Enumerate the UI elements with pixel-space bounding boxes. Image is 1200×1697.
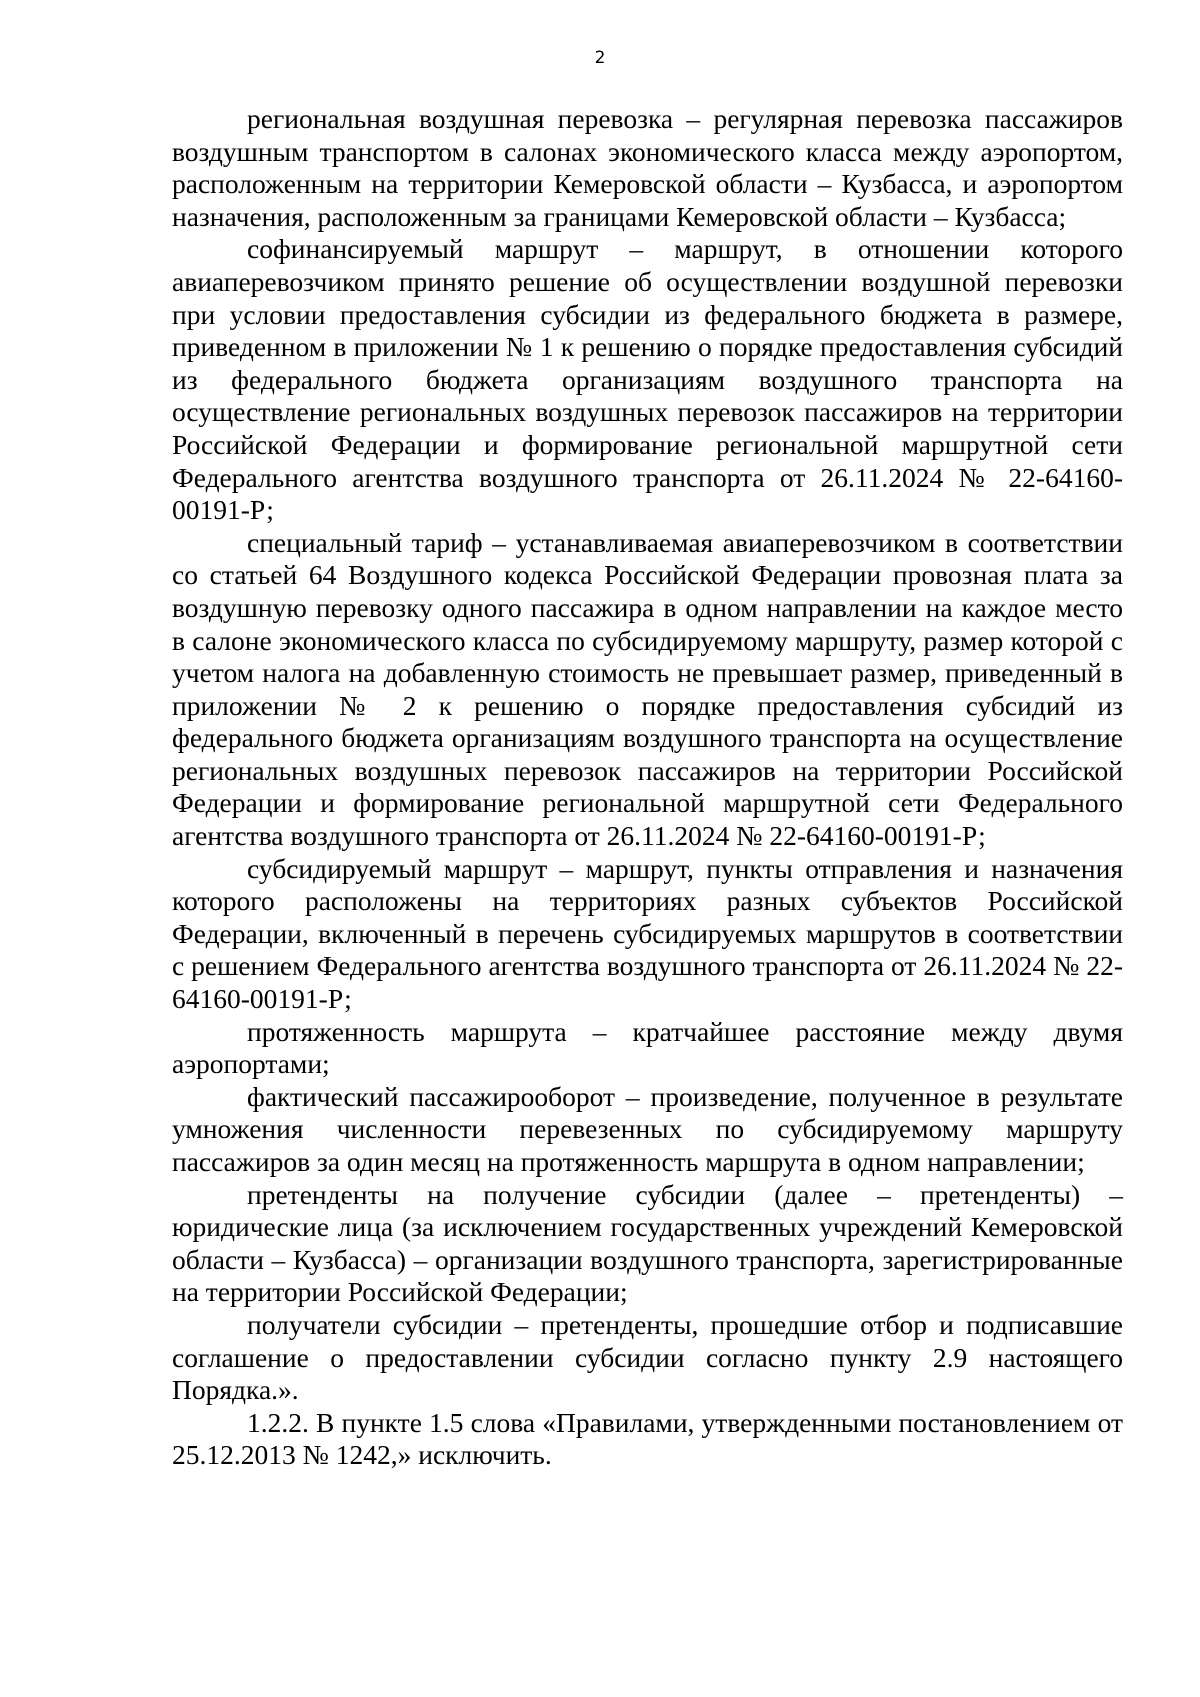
paragraph-cofinanced-route: софинансируемый маршрут – маршрут, в отношении которого авиаперевозчиком принято решение об осуществлении воздушной перевозки при условии предоставления субсидии из федерального бюджета в размере, приведенном в приложении № 1 к решению о порядке предоставления субсидий из федерального бюджета организациям воздушного транспорта на осуществление региональных воздушных перевозок пассажиров на территории Российской Федерации и формирование региональной маршрутной сети Федерального агентства воздушного транспорта от 26.11.2024 № 22-64160-00191-Р; [172,233,1123,526]
paragraph-special-tariff: специальный тариф – устанавливаемая авиаперевозчиком в соответствии со статьей 64 Воздушного кодекса Российской Федерации провозная плата за воздушную перевозку одного пассажира в одном направлении на каждое место в салоне экономического класса по субсидируемому маршруту, размер которой с учетом налога на добавленную стоимость не превышает размер, приведенный в приложении № 2 к решению о порядке предоставления субсидий из федерального бюджета организациям воздушного транспорта на осуществление региональных воздушных перевозок пассажиров на территории Российской Федерации и формирование региональной маршрутной сети Федерального агентства воздушного транспорта от 26.11.2024 № 22-64160-00191-Р; [172,526,1123,852]
paragraph-route-length: протяженность маршрута – кратчайшее расстояние между двумя аэропортами; [172,1015,1123,1080]
document-body [172,103,1123,1472]
paragraph-subsidized-route: субсидируемый маршрут – маршрут, пункты отправления и назначения которого расположены на территориях разных субъектов Российской Федерации, включенный в перечень субсидируемых маршрутов в соответствии с решением Федерального агентства воздушного транспорта от 26.11.2024 № 22-64160-00191-Р; [172,852,1123,1015]
paragraph-passenger-turnover: фактический пассажирооборот – произведение, полученное в результате умножения численности перевезенных по субсидируемому маршруту пассажиров за один месяц на протяженность маршрута в одном направлении; [172,1080,1123,1177]
paragraph-subsidy-recipients: получатели субсидии – претенденты, прошедшие отбор и подписавшие соглашение о предоставлении субсидии согласно пункту 2.9 настоящего Порядка.». [172,1308,1123,1406]
paragraph-applicants: претенденты на получение субсидии (далее – претенденты) – юридические лица (за исключением государственных учреждений Кемеровской области – Кузбасса) – организации воздушного транспорта, зарегистрированные на территории Российской Федерации; [172,1178,1123,1308]
page-number: 2 [594,48,606,68]
paragraph-regional-air-transport: региональная воздушная перевозка – регулярная перевозка пассажиров воздушным транспортом в салонах экономического класса между аэропортом, расположенным на территории Кемеровской области – Кузбасса, и аэропортом назначения, расположенным за границами Кемеровской области – Кузбасса; [172,103,1123,232]
paragraph-clause-1-2-2: 1.2.2. В пункте 1.5 слова «Правилами, утвержденными постановлением от 25.12.2013 № 1242,» исключить. [172,1406,1123,1471]
